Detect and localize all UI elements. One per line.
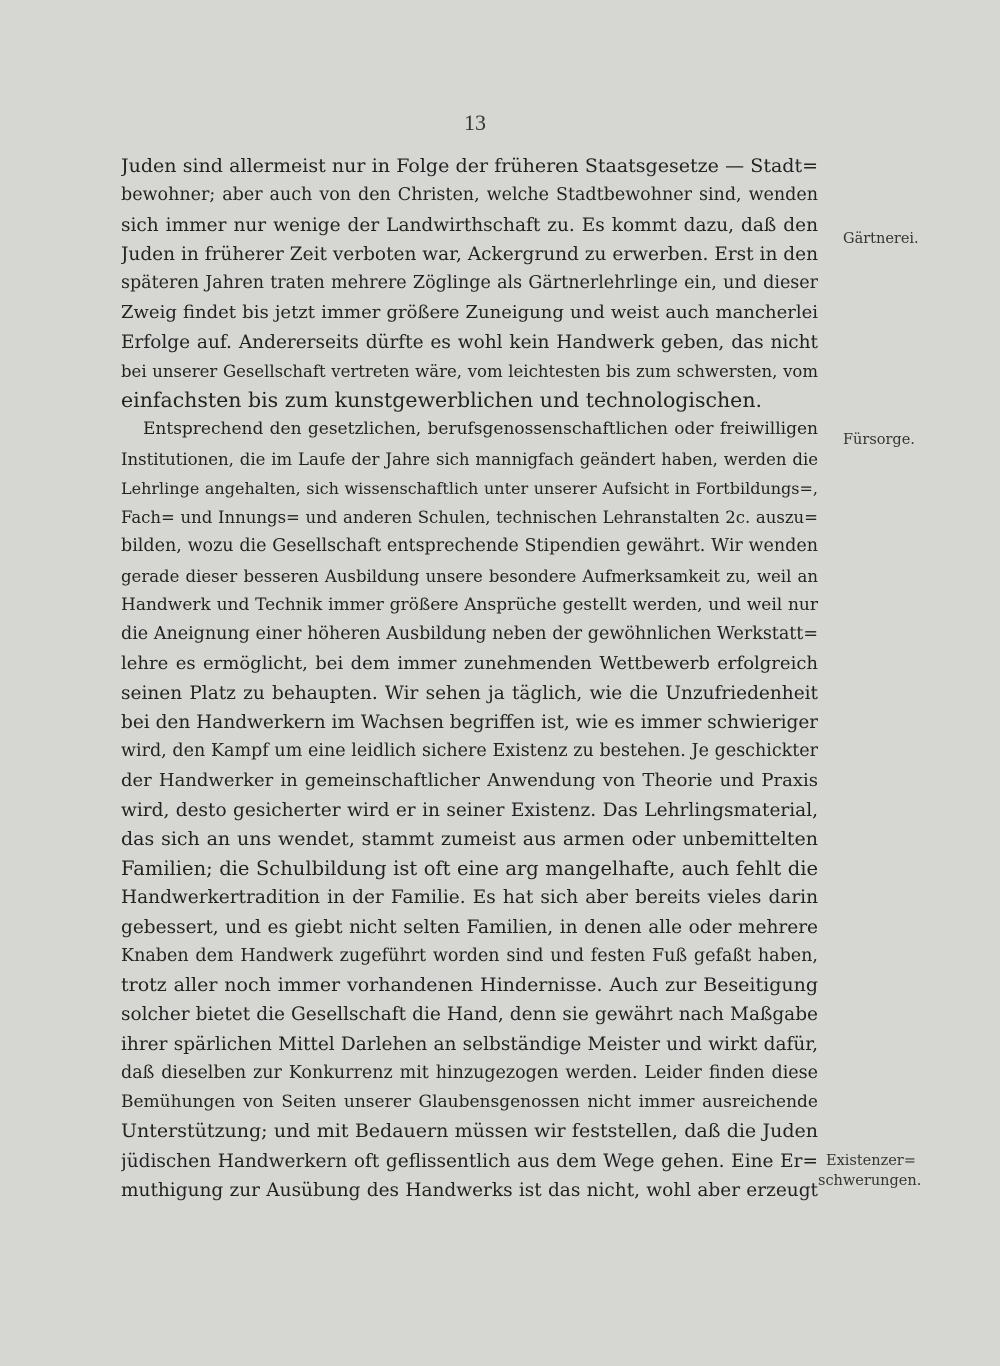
- text-line: Zweig findet bis jetzt immer größere Zuneigung und weist auch mancherlei: [121, 302, 818, 324]
- text-line: trotz aller noch immer vorhandenen Hindernisse. Auch zur Beseitigung: [121, 974, 818, 996]
- margin-note-existenz-line-1: Existenzer=: [826, 1153, 916, 1169]
- text-line: Handwerk und Technik immer größere Ansprüche gestellt werden, und weil nur: [121, 594, 818, 615]
- margin-note-gaertnerei: Gärtnerei.: [843, 231, 919, 247]
- text-line: lehre es ermöglicht, bei dem immer zunehmenden Wettbewerb erfolgreich: [121, 653, 818, 675]
- text-line: Erfolge auf. Andererseits dürfte es wohl kein Handwerk geben, das nicht: [121, 331, 818, 353]
- text-line: muthigung zur Ausübung des Handwerks ist das nicht, wohl aber erzeugt: [121, 1179, 818, 1201]
- text-line: gerade dieser besseren Ausbildung unsere besondere Aufmerksamkeit zu, weil an: [121, 566, 818, 586]
- text-line: gebessert, und es giebt nicht selten Familien, in denen alle oder mehrere: [121, 916, 818, 938]
- text-line: Unterstützung; und mit Bedauern müssen wir feststellen, daß die Juden: [121, 1120, 818, 1143]
- text-line: wird, desto gesicherter wird er in seiner Existenz. Das Lehrlingsmaterial,: [121, 799, 818, 821]
- text-line: Fach= und Innungs= und anderen Schulen, technischen Lehranstalten 2c. auszu=: [121, 508, 818, 527]
- text-line: Bemühungen von Seiten unserer Glaubensgenossen nicht immer ausreichende: [121, 1092, 818, 1112]
- text-line: späteren Jahren traten mehrere Zöglinge als Gärtnerlehrlinge ein, und dieser: [121, 273, 818, 293]
- text-line: Entsprechend den gesetzlichen, berufsgenossenschaftlichen oder freiwilligen: [143, 419, 818, 440]
- text-line: Juden in früherer Zeit verboten war, Ackergrund zu erwerben. Erst in den: [121, 243, 818, 265]
- text-line: Familien; die Schulbildung ist oft eine arg mangelhafte, auch fehlt die: [121, 857, 818, 880]
- text-line: bei unserer Gesellschaft vertreten wäre, vom leichtesten bis zum schwersten, vom: [121, 361, 818, 381]
- text-line: sich immer nur wenige der Landwirthschaft zu. Es kommt dazu, daß den: [121, 214, 818, 236]
- text-line: daß dieselben zur Konkurrenz mit hinzugezogen werden. Leider finden diese: [121, 1062, 818, 1083]
- text-line: Knaben dem Handwerk zugeführt worden sind und festen Fuß gefaßt haben,: [121, 945, 818, 966]
- text-line: bei den Handwerkern im Wachsen begriffen ist, wie es immer schwieriger: [121, 711, 818, 733]
- text-line: Juden sind allermeist nur in Folge der früheren Staatsgesetze — Stadt=: [121, 155, 818, 177]
- page-number: 13: [464, 110, 486, 135]
- text-line: Handwerkertradition in der Familie. Es hat sich aber bereits vieles darin: [121, 887, 818, 909]
- text-line: jüdischen Handwerkern oft geflissentlich aus dem Wege gehen. Eine Er=: [121, 1150, 818, 1172]
- text-line: das sich an uns wendet, stammt zumeist aus armen oder unbemittelten: [121, 827, 818, 850]
- text-line: bewohner; aber auch von den Christen, welche Stadtbewohner sind, wenden: [121, 185, 818, 206]
- text-line: der Handwerker in gemeinschaftlicher Anwendung von Theorie und Praxis: [121, 770, 818, 792]
- body-text: [121, 152, 818, 1205]
- text-line: Lehrlinge angehalten, sich wissenschaftlich unter unserer Aufsicht in Fortbildungs=,: [121, 478, 818, 498]
- text-line: einfachsten bis zum kunstgewerblichen und technologischen.: [121, 388, 763, 412]
- text-line: ihrer spärlichen Mittel Darlehen an selbständige Meister und wirkt dafür,: [121, 1033, 818, 1055]
- margin-note-existenz-line-2: schwerungen.: [818, 1173, 922, 1189]
- text-line: bilden, wozu die Gesellschaft entsprechende Stipendien gewährt. Wir wenden: [121, 536, 818, 557]
- text-line: seinen Platz zu behaupten. Wir sehen ja täglich, wie die Unzufriedenheit: [121, 682, 818, 704]
- text-line: die Aneignung einer höheren Ausbildung neben der gewöhnlichen Werkstatt=: [121, 624, 818, 644]
- text-line: solcher bietet die Gesellschaft die Hand, denn sie gewährt nach Maßgabe: [121, 1004, 818, 1026]
- text-line: Institutionen, die im Laufe der Jahre sich mannigfach geändert haben, werden die: [121, 449, 818, 469]
- margin-note-fuersorge: Fürsorge.: [843, 432, 915, 448]
- text-line: wird, den Kampf um eine leidlich sichere Existenz zu bestehen. Je geschickter: [121, 741, 818, 761]
